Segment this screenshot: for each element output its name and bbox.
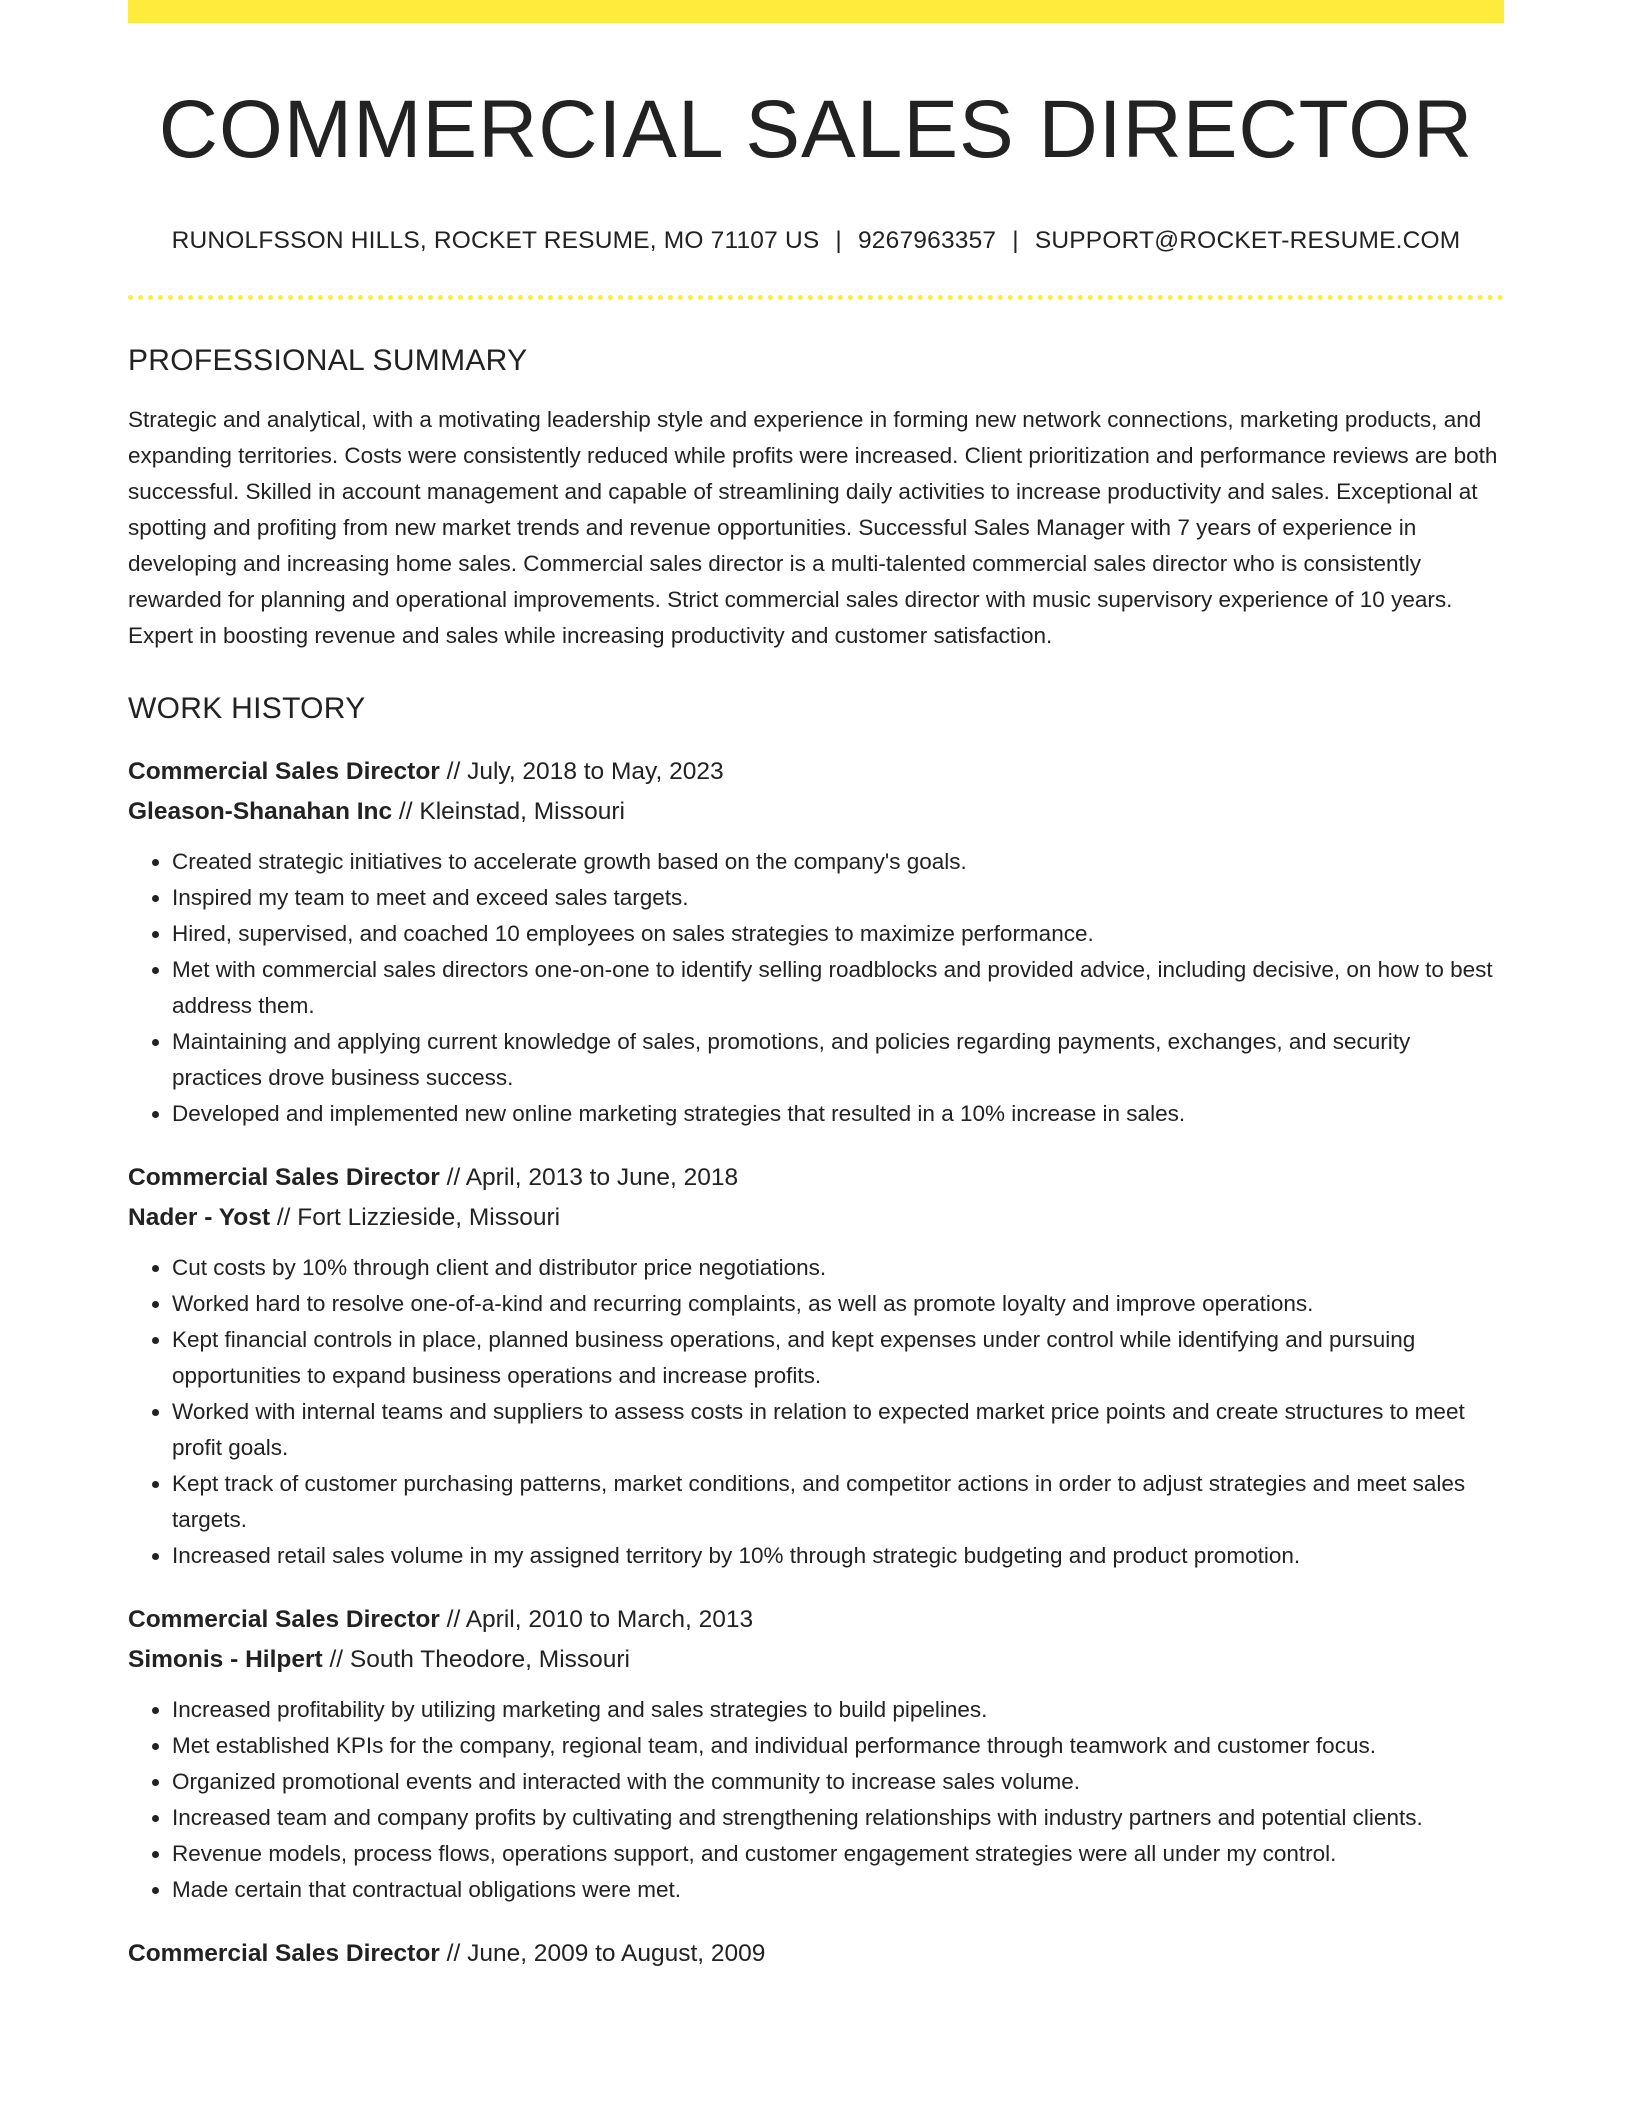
summary-heading: PROFESSIONAL SUMMARY: [128, 344, 528, 378]
list-item: • Met established KPIs for the company, regional team, and individual performance through teamwork and customer focus.: [172, 1728, 1504, 1764]
list-item: • Met with commercial sales directors one-on-one to identify selling roadblocks and provided advice, including decisive, on how to best address them.: [172, 952, 1504, 1024]
job-company-line: [128, 792, 1504, 832]
job-company-line: [128, 1198, 1504, 1238]
job-company: Nader - Yost: [128, 1204, 271, 1232]
list-item: • Inspired my team to meet and exceed sales targets.: [172, 880, 1504, 916]
list-item: • Hired, supervised, and coached 10 employees on sales strategies to maximize performance.: [172, 916, 1504, 952]
list-item: • Worked with internal teams and suppliers to assess costs in relation to expected market price points and create structures to meet profit goals.: [172, 1394, 1504, 1466]
job-dates: // June, 2009 to August, 2009: [439, 1940, 766, 1968]
job-title: Commercial Sales Director: [128, 1164, 440, 1192]
job-title-line: [128, 1158, 1504, 1198]
summary-text: Strategic and analytical, with a motivating leadership style and experience in forming new network connections, marketing products, and expanding territories. Costs were consistently reduced while profits were increased. Client prioritization and performance reviews are both successful. Skilled in account management and capable of streamlining daily activities to increase productivity and sales. Exceptional at spotting and profiting from new market trends and revenue opportunities. Successful Sales Manager with 7 years of experience in developing and increasing home sales. Commercial sales director is a multi-talented commercial sales director who is consistently rewarded for planning and operational improvements. Strict commercial sales director with music supervisory experience of 10 years. Expert in boosting revenue and sales while increasing productivity and customer satisfaction.: [128, 407, 1498, 649]
list-item: • Made certain that contractual obligations were met.: [172, 1872, 1504, 1908]
job-title-line: [128, 1600, 1504, 1640]
job-title: Commercial Sales Director: [128, 1940, 440, 1968]
list-item: • Kept track of customer purchasing patterns, market conditions, and competitor actions in order to adjust strategies and meet sales targets.: [172, 1466, 1504, 1538]
contact-phone: 9267963357: [857, 227, 997, 255]
job-title-line: [128, 1934, 1504, 1974]
job-company: Simonis - Hilpert: [128, 1646, 323, 1674]
job-location: // South Theodore, Missouri: [322, 1646, 630, 1674]
list-item: • Maintaining and applying current knowledge of sales, promotions, and policies regarding payments, exchanges, and security practices drove business success.: [172, 1024, 1504, 1096]
job-bullets: [128, 1250, 1504, 1574]
list-item: • Created strategic initiatives to accelerate growth based on the company's goals.: [172, 844, 1504, 880]
list-item: • Developed and implemented new online marketing strategies that resulted in a 10% increase in sales.: [172, 1096, 1504, 1132]
contact-email: SUPPORT@ROCKET-RESUME.COM: [1034, 227, 1461, 255]
job-bullets: [128, 844, 1504, 1132]
list-item: • Cut costs by 10% through client and distributor price negotiations.: [172, 1250, 1504, 1286]
list-item: • Kept financial controls in place, planned business operations, and kept expenses under control while identifying and pursuing opportunities to expand business operations and increase profits.: [172, 1322, 1504, 1394]
job-title: Commercial Sales Director: [128, 1606, 440, 1634]
list-item: • Organized promotional events and interacted with the community to increase sales volume.: [172, 1764, 1504, 1800]
contact-line: [128, 227, 1504, 255]
resume-page: [128, 0, 1504, 1974]
job-title: Commercial Sales Director: [128, 758, 440, 786]
job-location: // Fort Lizzieside, Missouri: [270, 1204, 561, 1232]
contact-separator: |: [835, 227, 842, 255]
job-location: // Kleinstad, Missouri: [392, 798, 625, 826]
job-dates: // April, 2013 to June, 2018: [439, 1164, 739, 1192]
job-dates: // July, 2018 to May, 2023: [439, 758, 724, 786]
dotted-divider: [128, 295, 1504, 300]
job-bullets: [128, 1692, 1504, 1908]
accent-top-bar: [128, 0, 1504, 23]
resume-title: COMMERCIAL SALES DIRECTOR: [158, 84, 1474, 175]
job-company: Gleason-Shanahan Inc: [128, 798, 393, 826]
list-item: • Increased retail sales volume in my assigned territory by 10% through strategic budgeting and product promotion.: [172, 1538, 1504, 1574]
work-history-heading: WORK HISTORY: [128, 692, 366, 726]
job-entry: [128, 1934, 1504, 1974]
list-item: • Worked hard to resolve one-of-a-kind and recurring complaints, as well as promote loyalty and improve operations.: [172, 1286, 1504, 1322]
list-item: • Increased team and company profits by cultivating and strengthening relationships with industry partners and potential clients.: [172, 1800, 1504, 1836]
job-title-line: [128, 752, 1504, 792]
contact-address: RUNOLFSSON HILLS, ROCKET RESUME, MO 71107 US: [171, 227, 820, 255]
job-dates: // April, 2010 to March, 2013: [439, 1606, 754, 1634]
list-item: • Increased profitability by utilizing marketing and sales strategies to build pipelines.: [172, 1692, 1504, 1728]
job-company-line: [128, 1640, 1504, 1680]
job-entry: [128, 752, 1504, 1132]
job-entry: [128, 1158, 1504, 1574]
contact-separator: |: [1012, 227, 1019, 255]
job-entry: [128, 1600, 1504, 1908]
list-item: • Revenue models, process flows, operations support, and customer engagement strategies were all under my control.: [172, 1836, 1504, 1872]
